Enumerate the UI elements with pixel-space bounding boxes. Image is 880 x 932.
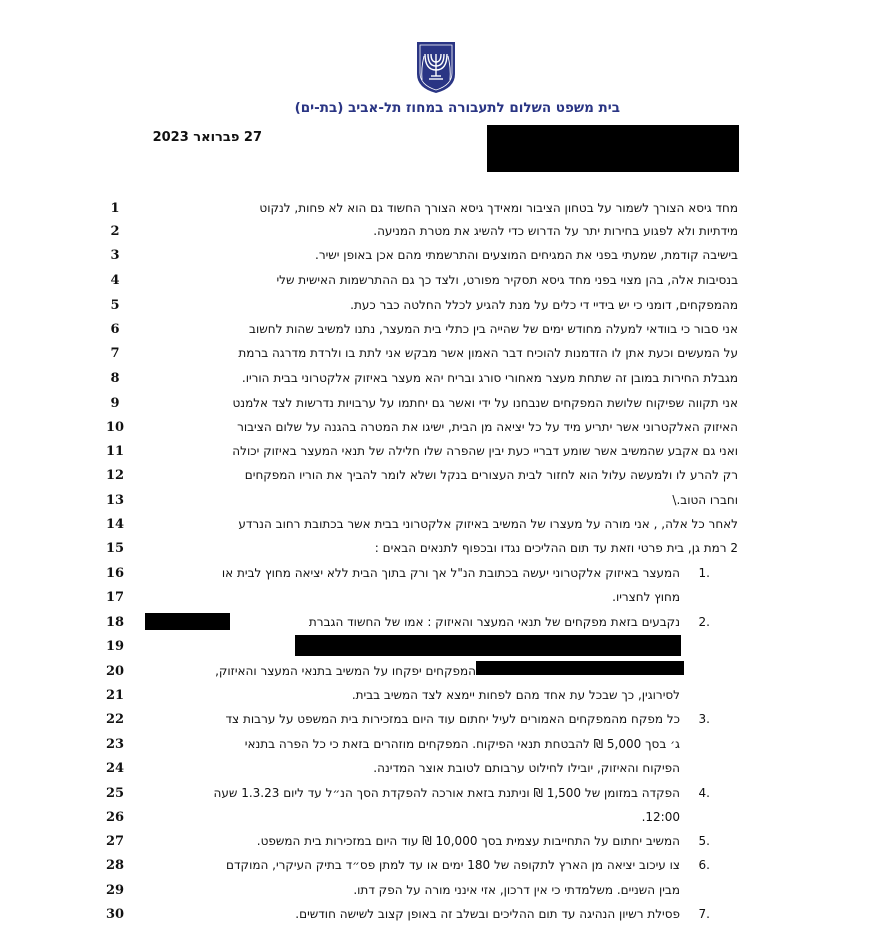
redaction-block bbox=[487, 125, 739, 172]
line-number: 15 bbox=[105, 541, 125, 556]
redaction-block bbox=[145, 613, 230, 630]
line-number: 21 bbox=[105, 688, 125, 703]
line-number: 12 bbox=[105, 468, 125, 483]
condition-line: כל מפקח מהמפקחים האמורים לעיל יחתום עוד היום במזכירות בית המשפט על ערבות צד bbox=[225, 712, 680, 726]
condition-line: נקבעים בזאת מפקחים של תנאי המעצר והאיזוק : אמו של החשוד הגברת bbox=[308, 615, 680, 629]
condition-line: צו עיכוב יציאה מן הארץ לתקופה של 180 ימים או עד למתן פס״ד בתיק העיקרי, המוקדם bbox=[226, 858, 680, 872]
text-line: מידתיות ולא לפגוע בחירות יתר על הדרוש כדי להשיג את מטרת המניעה. bbox=[373, 224, 738, 238]
text-line: מהמפקחים, דומני כי יש בידיי די כלים על מנת להגיע לכלל החלטה כבר כעת. bbox=[350, 298, 738, 312]
condition-line: הפקדה במזומן של 1,500 ₪ וניתנת בזאת אורכה להפקדת הסך הנ״ל עד ליום 1.3.23 שעה bbox=[213, 786, 680, 800]
line-number: 5 bbox=[110, 298, 120, 313]
line-number: 11 bbox=[105, 444, 125, 459]
condition-marker: 6. bbox=[698, 858, 710, 872]
text-line: בישיבה קודמת, שמעתי בפני את המגיחים המוצעים והתרשמתי מהם אכן באופן ישיר. bbox=[315, 248, 738, 262]
line-number: 28 bbox=[105, 858, 125, 873]
line-number: 10 bbox=[105, 420, 125, 435]
line-number: 16 bbox=[105, 566, 125, 581]
condition-marker: 2. bbox=[698, 615, 710, 629]
line-number: 30 bbox=[105, 907, 125, 922]
condition-line: המעצר באיזוק אלקטרוני יעשה בכתובת הנ"ל אך ורק בתוך הבית ללא יציאה מחוץ לבית או bbox=[221, 566, 680, 580]
condition-line: מחוץ לחצריו. bbox=[612, 590, 680, 604]
line-number: 20 bbox=[105, 664, 125, 679]
text-line: האיזוק האלקטרוני אשר יתריע מיד על כל יציאה מן הבית, ישיגו את המטרה בהגנה על שלום הציבור bbox=[237, 420, 738, 434]
condition-marker: 4. bbox=[698, 786, 710, 800]
redaction-block bbox=[476, 661, 684, 675]
text-line: אני תקווה שפיקוח שלושת המפקחים שנבחנו על ידי ואשר גם יחתמו על ערבויות נדרשות לצד אלמנט bbox=[232, 396, 738, 410]
text-line: מחד גיסא הצורך לשמור על בטחון הציבור ומאידך גיסא הצורך החשוד גם הוא לא פחות, לנקוט bbox=[259, 201, 738, 215]
text-line: בנסיבות אלה, בהן מצוי בפני מחד גיסא תסקיר מפורט, ולצד כך גם ההתרשמות האישית שלי bbox=[276, 273, 738, 287]
line-number: 4 bbox=[110, 273, 120, 288]
condition-line: ג׳ בסך 5,000 ₪ להבטחת תנאי הפיקוח. המפקחים מוזהרים בזאת כי כל הפרה בתנאי bbox=[244, 737, 680, 751]
text-line: על המעשים וכעת אתן לו הזדמנות להוכיח דבר האמון אשר מבקש אני לתת בו ולרדת מדרגה ברמת bbox=[238, 346, 738, 360]
line-number: 6 bbox=[110, 322, 120, 337]
condition-marker: 7. bbox=[698, 907, 710, 921]
line-number: 24 bbox=[105, 761, 125, 776]
line-number: 22 bbox=[105, 712, 125, 727]
text-line: לאחר כל אלה, , אני מורה על מעצרו של המשיב באיזוק אלקטרוני בבית אשר בכתובת רחוב הנרדע bbox=[238, 517, 738, 531]
line-number: 27 bbox=[105, 834, 125, 849]
line-number: 1 bbox=[110, 201, 120, 216]
line-number: 2 bbox=[110, 224, 120, 239]
line-number: 7 bbox=[110, 346, 120, 361]
condition-line: 12:00. bbox=[641, 810, 680, 824]
text-line: מגבלת החירות במובן זה שתחת מעצר מאחורי סורג ובריח יהא מעצר באיזוק אלקטרוני בבית הוריו. bbox=[241, 371, 738, 385]
redaction-block bbox=[295, 635, 681, 656]
text-line: וחברו הטוב.\ bbox=[672, 493, 738, 507]
condition-marker: 1. bbox=[698, 566, 710, 580]
line-number: 8 bbox=[110, 371, 120, 386]
line-number: 26 bbox=[105, 810, 125, 825]
condition-line: הפיקוח והאיזוק, יובילו לחילוט ערבותם לטובת אוצר המדינה. bbox=[373, 761, 680, 775]
line-number: 18 bbox=[105, 615, 125, 630]
court-title: בית משפט השלום לתעבורה במחוז תל-אביב (בת-ים) bbox=[294, 100, 620, 116]
line-number: 19 bbox=[105, 639, 125, 654]
line-number: 9 bbox=[110, 396, 120, 411]
condition-line: פסילת רשיון הנהיגה עד תום ההליכים ובשלב זה באופן קצוב לשישה חודשים. bbox=[295, 907, 680, 921]
state-emblem-icon bbox=[415, 40, 457, 94]
text-line: 2 רמת גן, בית פרטי וזאת עד תום ההליכים נגדו ובכפוף לתנאים הבאים : bbox=[374, 541, 738, 555]
line-number: 17 bbox=[105, 590, 125, 605]
decision-date: 27 פברואר 2023 bbox=[152, 130, 262, 145]
condition-marker: 3. bbox=[698, 712, 710, 726]
text-line: אני סבור כי בוודאי למעלה מחודש ימים של שהייה בין כתלי בית המעצר, נתנו למשיב שהות לחשוב bbox=[249, 322, 738, 336]
condition-line: המפקחים יפקחו על המשיב בתנאי המעצר והאיזוק, bbox=[215, 664, 476, 678]
line-number: 29 bbox=[105, 883, 125, 898]
condition-line: לסירוגין, כך שבכל עת אחד מהם לפחות יימצא לצד המשיב בבית. bbox=[351, 688, 680, 702]
condition-line: מבין השניים. משלמדתי כי אין דרכון, אזי אינני מורה על הפק דתו. bbox=[353, 883, 680, 897]
line-number: 13 bbox=[105, 493, 125, 508]
line-number: 14 bbox=[105, 517, 125, 532]
line-number: 3 bbox=[110, 248, 120, 263]
line-number: 25 bbox=[105, 786, 125, 801]
text-line: רק להרע לו ולמעשה עלול הוא לחזור לבית העצורים בנקל ושלא לומר להביך את הוריו המפקחים bbox=[244, 468, 738, 482]
condition-marker: 5. bbox=[698, 834, 710, 848]
line-number: 23 bbox=[105, 737, 125, 752]
text-line: ואני גם אקבע שהמשיב אשר שומע דבריי כעת יבין שהפרה שלו חלילה של תנאי המעצר באיזוק יכולה bbox=[232, 444, 738, 458]
condition-line: המשיב יחתום על התחייבות עצמית בסך 10,000 ₪ עוד היום במזכירות בית המשפט. bbox=[256, 834, 680, 848]
